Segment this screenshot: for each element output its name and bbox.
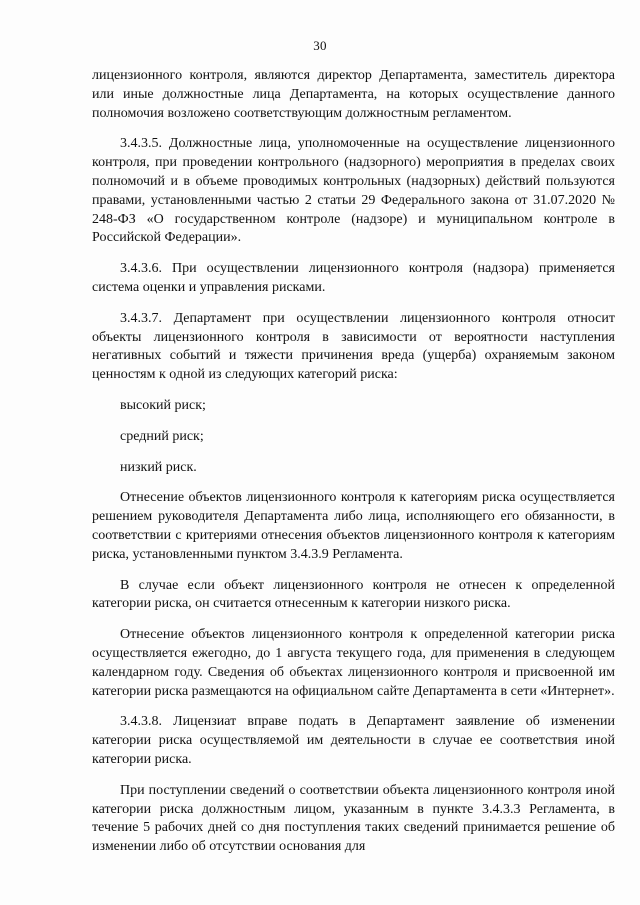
risk-category-low: низкий риск.: [120, 459, 197, 475]
paragraph-annual-assignment: Отнесение объектов лицензионного контроля к определенной категории риска осуществляется ежегодно, до 1 августа текущего года, для применения в следующем календарном году. Сведения об объектах лицензионного контроля и присвоенной им категории риска размещаются на официальном сайте Департамента в сети «Интернет».: [92, 627, 615, 699]
paragraph-risk-assignment: Отнесение объектов лицензионного контроля к категориям риска осуществляется решением руководителя Департамента либо лица, исполняющего его обязанности, в соответствии с критериями отнесения объектов лицензионного контроля к категориям риска, установленными пунктом 3.4.3.9 Регламента.: [92, 490, 615, 562]
paragraph-3-4-3-5: 3.4.3.5. Должностные лица, уполномоченные на осуществление лицензионного контроля, при проведении контрольного (надзорного) мероприятия в пределах своих полномочий и в объеме проводимых контрольных (надзорных) действий пользуются правами, установленными частью 2 статьи 29 Федерального закона от 31.07.2020 № 248-ФЗ «О государственном контроле (надзоре) и муниципальном контроле в Российской Федерации».: [92, 136, 615, 246]
paragraph-3-4-3-7: 3.4.3.7. Департамент при осуществлении лицензионного контроля относит объекты лицензионного контроля в зависимости от вероятности наступления негативных событий и тяжести причинения вреда (ущерба) охраняемым законом ценностям к одной из следующих категорий риска:: [92, 310, 615, 383]
page-number: 30: [313, 38, 327, 53]
paragraph-3-4-3-8: 3.4.3.8. Лицензиат вправе подать в Департамент заявление об изменении категории риска осуществляемой им деятельности в случае ее соответствия иной категории риска.: [92, 714, 615, 767]
paragraph-category-change: При поступлении сведений о соответствии объекта лицензионного контроля иной категории риска должностным лицом, указанным в пункте 3.4.3.3 Регламента, в течение 5 рабочих дней со дня поступления таких сведений принимается решение об изменении либо об отсутствии основания для: [92, 782, 615, 855]
document-body: [92, 67, 615, 870]
risk-category-medium: средний риск;: [120, 428, 204, 444]
paragraph-continuation: лицензионного контроля, являются директор Департамента, заместитель директора или иные должностные лица Департамента, на которых осуществление данного полномочия возложено соответствующим должностным регламентом.: [92, 68, 615, 121]
risk-category-high: высокий риск;: [120, 397, 206, 413]
paragraph-3-4-3-6: 3.4.3.6. При осуществлении лицензионного контроля (надзора) применяется система оценки и управления рисками.: [92, 261, 615, 295]
paragraph-default-low-risk: В случае если объект лицензионного контроля не отнесен к определенной категории риска, он считается отнесенным к категории низкого риска.: [92, 577, 615, 612]
